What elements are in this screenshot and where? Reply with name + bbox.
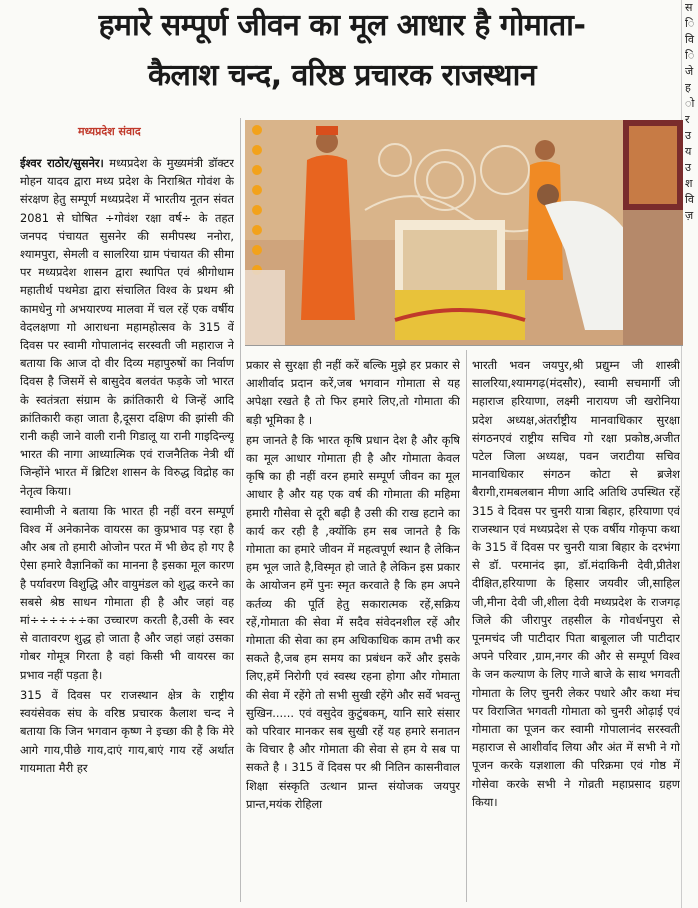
article-column-3: [472, 356, 680, 898]
column-divider: [466, 350, 467, 902]
paragraph: भारती भवन जयपुर,श्री प्रद्युम्न जी शास्त्री सालरिया,श्यामगढ़(मंदसौर), स्वामी सचमार्गी जी महाराज हरियाणा, लक्ष्मी नारायण जी खरोनिया प्रदेश अध्यक्ष,अंतर्राष्ट्रीय मानवाधिकार सुरक्षा संगठनएवं राष्ट्रीय सचिव गो रक्षा प्रकोष्ठ,अजीत पटेल जिला अध्यक्ष, पवन जराटीया सचिव मानवाधिकार संगठन कोटा से ब्रजेश बैरागी,रामबलबान मीणा आदि अतिथि उपस्थित रहें 315 वे दिवस पर चुनरी यात्रा बिहार, हरियाणा एवं राजस्थान एवं मध्यप्रदेश से एक वर्षीय गोकृपा कथा के 315 वें दिवस पर चुनरी यात्रा बिहार के दरभंगा से डॉ. परमानंद झा, डॉ.मंदाकिनी देवी,प्रीतेश दीक्षित,हरियाणा के हिसार जयवीर जी,साहिल जी,मीना देवी जी,शीला देवी मध्यप्रदेश के राजगढ़ जिले की जीरापुर तहसील के गोवर्धनपुरा से पूनमचंद जी पाटीदार पिता बाबूलाल जी पाटीदार अपने परिवार ,ग्राम,नगर की और से सम्पूर्ण विश्व के जन कल्याण के लिए गाजे बाजे के साथ भगवती गोमाता के लिए चुनरी लेकर पधारे और कथा मंच पर विराजित भगवती गोमाता को चुनरी ओढ़ाई एवं गोमाता का पूजन कर स्वामी गोपालानंद सरस्वती महाराज से आशीर्वाद लिया और अंत में सभी ने गो पूजन करके यज्ञशाला की परिक्रमा एवं गोष्ठ में गोसेवा करके सभी ने गोव्रती महाप्रसाद ग्रहण किया।: [472, 358, 680, 809]
headline: [6, 4, 678, 98]
event-photo-illustration: [245, 120, 683, 346]
byline: ईश्वर राठोर/सुसनेर।: [20, 156, 104, 170]
paragraph: प्रकार से सुरक्षा ही नहीं करें बल्कि मुझे हर प्रकार से आशीर्वाद प्रदान करें,जब भगवान गोमाता से यह अपेक्षा रखते है तो फिर हमारे लिए,तो गोमाता की बड़ी भूमिका है ।: [246, 358, 460, 427]
headline-line-1: हमारे सम्पूर्ण जीवन का मूल आधार है गोमाता-: [98, 8, 586, 43]
article-column-1: [20, 154, 234, 896]
article-column-2: [246, 356, 460, 898]
paragraph: ईश्वर राठोर/सुसनेर। मध्यप्रदेश के मुख्यमंत्री डॉक्टर मोहन यादव द्वारा मध्य प्रदेश के निराश्रित गोवंश के संरक्षण हेतु सम्पूर्ण मध्यप्रदेश में भारतीय नूतन संवत 2081 से घोषित ÷गोवंश रक्षा वर्ष÷ के तहत जनपद पंचायत सुसनेर की समीपस्थ ननोरा, श्यामपुरा, सेमली व सालरिया ग्राम पंचायत की सीमा पर मध्यप्रदेश शासन द्वारा स्थापित एवं श्रीगोधाम महातीर्थ पथमेडा द्वारा संचालित विश्व के प्रथम श्री कामधेनु गो अभयारण्य मालवा में चल रहें एक वर्षीय वेदलक्षणा गो आराधना महामहोत्सव के 315 वें दिवस पर स्वामी गोपालानंद सरस्वती जी महाराज ने बताया कि आज दो वीर दिव्य महापुरुषों का निर्वाण दिवस है जिसमें से बासुदेव बलवंत फड़के जो भारत के स्वतंत्रता संग्राम के क्रांतिकारी थे जिन्हें आदि क्रांतिकारी कहा जाता है,दूसरा दक्षिण की झांसी की रानी कही जाने वाली रानी गिडालू या रानी गाइदिन्ल्यू भारत की नागा आध्यात्मिक एवं राजनैतिक नेत्री थीं जिन्होंने भारत में ब्रिटिश शासन के विरुद्ध विद्रोह का नेतृत्व किया।: [20, 156, 234, 498]
headline-line-2: कैलाश चन्द, वरिष्ठ प्रचारक राजस्थान: [147, 58, 537, 93]
event-photo: [245, 120, 683, 346]
paragraph: स्वामीजी ने बताया कि भारत ही नहीं वरन सम्पूर्ण विश्व में अनेकानेक वायरस का कुप्रभाव पड़ रहा है और अब तो हमारी ओजोन परत में भी छेद हो गए है ऐसा हमारे वैज्ञानिकों का मानना है इसका मूल कारण है पर्यावरण विशुद्धि और वायुमंडल को शुद्ध करने का सबसे श्रेष्ठ साधन गोमाता ही है और जहां वह मां÷÷÷÷÷÷का उच्चारण करती है,उसी के स्वर से वातावरण शुद्ध हो जाता है और जहां जहां उसका गोबर गोमूत्र गिरता है वहां किसी भी वायरस का प्रभाव नहीं पड़ता है।: [20, 503, 234, 682]
paragraph: हम जानते है कि भारत कृषि प्रधान देश है और कृषि का मूल आधार गोमाता ही है और गोमाता केवल कृषि का ही नहीं वरन हमारे सम्पूर्ण जीवन का मूल आधार है और यह एक वर्ष की गोमाता की महिमा हमारी गौसेवा से दूरी बढ़ी है उसी की राख हटाने का कार्य कर रही है ,क्योंकि हम सब जानते है कि गोमाता का हमारे जीवन में महत्वपूर्ण स्थान है लेकिन हम भूल जाते है,विस्मृत हो जाते है लेकिन इस प्रकार के आयोजन हमें पुनः स्मृत करवाते है कि हम अपने कर्तव्य की पूर्ति हेतु सकारात्मक रहें,सक्रिय रहें,गोमाता की सेवा में सदैव संवेदनशील रहें और गोमाता की सेवा का हम अधिकाधिक काम तभी कर सकते है,जब हम समय का प्रबंधन करें और इसके लिए,हमें निरोगी एवं स्वस्थ रहना होगा और गोमाता की सेवा में रहेंगे तो सभी सुखी रहेंगे और सर्वे भवन्तु सुखिन...... एवं वसुदेव कुटुंबकम्, यानि सारे संसार को परिवार मानकर सब सुखी रहें यह हमारे सनातन के विचार है और गोमाता की सेवा से हम ये सब पा सकते है । 315 वें दिवस पर श्री नितिन कासनीवाल शिक्षा संस्कृति उत्थान प्रान्त संयोजक जयपुर प्रान्त,मयंक रोहिला: [246, 432, 460, 811]
dateline: मध्यप्रदेश संवाद: [78, 125, 141, 138]
column-divider: [240, 118, 241, 902]
paragraph: 315 वें दिवस पर राजस्थान क्षेत्र के राष्ट्रीय स्वयंसेवक संघ के वरिष्ठ प्रचारक कैलाश चन्द ने बताया कि जिन भगवान कृष्ण ने इच्छा की है कि मेरे आगे गाय,पीछे गाय,दाएं गाय,बाएं गाय रहें अर्थात गायमाता मैरी हर: [20, 687, 234, 775]
adjacent-article-strip: स ि वि ि जे ह ो र उ य उ श वि ज़: [681, 0, 698, 908]
